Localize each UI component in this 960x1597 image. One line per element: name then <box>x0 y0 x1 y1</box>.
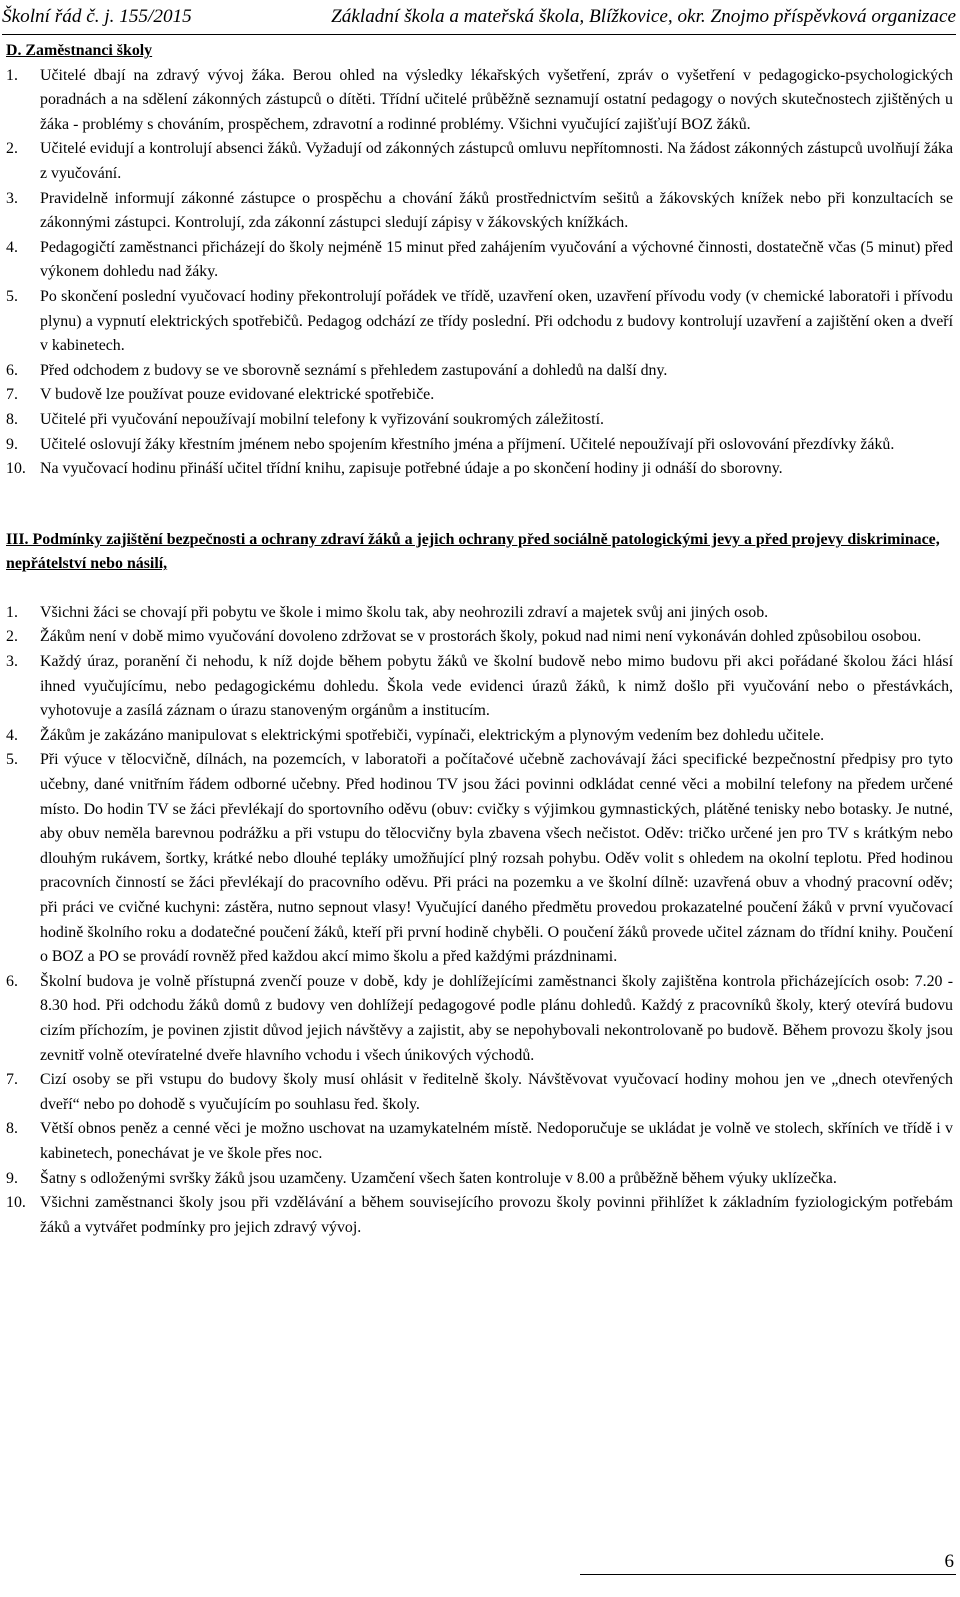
list-item-text: Při výuce v tělocvičně, dílnách, na pozemcích, v laboratoři a počítačové učebně zachovávají žáci specifické bezpečnostní předpisy pro tyto učebny, dané vnitřním řádem odborné učebny. Před hodinou TV jsou žáci povinni odkládat cenné věci a mobilní telefony na předem určené místo. Do hodin TV se žáci převlékají do sportovního oděvu (obuv: cvičky s výjimkou gymnastických, plátěné tenisky nebo botasky. Je nutné, aby obuv neměla barevnou podrážku a při vstupu do tělocvičny byla zbavena všech nečistot. Oděv: tričko určené jen pro TV s krátkým nebo dlouhým rukávem, šortky, krátké nebo dlouhé tepláky umožňující plný rozsah pohybu. Oděv volit s ohledem na okolní teplotu. Před hodinou pracovních činností se žáci převlékají do pracovního oděvu. Při práci na pozemku a ve školní dílně: uzavřená obuv a vhodný pracovní oděv; při práci ve cvičné kuchyni: zástěra, nutno sepnout vlasy! Vyučující daného předmětu provedou prokazatelné poučení žáků v první vyučovací hodině školního roku a dodatečné poučení žáků, kteří při první hodině chyběli. O poučení žáků provede učitel záznam do třídní knihy. Poučení o BOZ a PO se provádí rovněž před každou akcí mimo školu a před každými prázdninami. <box>40 751 953 966</box>
list-item <box>6 650 953 724</box>
list-item-number: 4. <box>6 726 18 744</box>
footer-rule <box>580 1574 956 1575</box>
list-item-text: Větší obnos peněz a cenné věci je možno uschovat na uzamykatelném místě. Nedoporučuje se ukládat je volně ve stolech, skříních ve třídě i v kabinetech, ponechávat je ve škole přes noc. <box>40 1120 953 1162</box>
list-item-text: Učitelé oslovují žáky křestním jménem nebo spojením křestního jména a příjmení. Učitelé nepoužívají při oslovování přezdívky žáků. <box>40 435 895 453</box>
list-item-number: 4. <box>6 238 18 256</box>
list-item-text: Učitelé evidují a kontrolují absenci žáků. Vyžadují od zákonných zástupců omluvu nepřítomnosti. Na žádost zákonných zástupců uvolňují žáka z vyučování. <box>40 140 953 182</box>
list-item <box>6 285 953 359</box>
list-item <box>6 359 953 384</box>
list-item-text: Pedagogičtí zaměstnanci přicházejí do školy nejméně 15 minut před zahájením vyučování a výchovné činnosti, dostatečně včas (5 minut) před výkonem dohledu nad žáky. <box>40 238 953 281</box>
list-item <box>6 433 953 458</box>
list-item-number: 3. <box>6 653 18 671</box>
page-number: 6 <box>944 1551 954 1572</box>
title-spacer <box>6 577 953 601</box>
list-item-text: Šatny s odloženými svršky žáků jsou uzamčeny. Uzamčení všech šaten kontroluje v 8.00 a průběžně během výuky uklízečka. <box>40 1169 837 1187</box>
list-item-number: 5. <box>6 751 18 769</box>
list-item-text: Před odchodem z budovy se ve sborovně seznámí s přehledem zastupování a dohledů na další dny. <box>40 361 668 379</box>
list-item-number: 2. <box>6 140 18 158</box>
part-iii-title: III. Podmínky zajištění bezpečnosti a ochrany zdraví žáků a jejich ochrany před sociálně patologickými jevy a před projevy diskriminace, nepřátelství nebo násilí, <box>6 530 940 573</box>
page-header <box>2 2 956 35</box>
list-item <box>6 625 953 650</box>
list-item-number: 8. <box>6 410 18 428</box>
list-item-text: Školní budova je volně přístupná zvenčí pouze v době, kdy je dohlížejícími zaměstnanci školy zajištěna kontrola přicházejících osob: 7.20 - 8.30 hod. Při odchodu žáků domů z budovy ven dohlížejí pedagogové podle plánu dohledů. Každý z pracovníků školy, který otevírá budovu cizím příchozím, je povinen zjistit důvod jejich návštěvy a zajistit, aby se nepohybovali nekontrolovaně po budově. Během provozu školy jsou zevnitř volně otevíratelné dveře hlavního vchodu i všech únikových východů. <box>40 972 953 1064</box>
list-item <box>6 748 953 969</box>
list-item-text: Všichni žáci se chovají při pobytu ve škole i mimo školu tak, aby neohrozili zdraví a majetek svůj ani jiných osob. <box>40 603 769 621</box>
list-item-text: Na vyučovací hodinu přináší učitel třídní knihu, zapisuje potřebné údaje a po skončení hodiny ji odnáší do sborovny. <box>40 460 783 478</box>
list-item-text: Žákům je zakázáno manipulovat s elektrickými spotřebiči, vypínači, elektrickým a plynovým vedením bez dohledu učitele. <box>40 726 825 744</box>
list-item <box>6 724 953 749</box>
list-item-text: Učitelé při vyučování nepoužívají mobilní telefony k vyřizování soukromých záležitostí. <box>40 410 604 428</box>
list-item <box>6 1068 953 1117</box>
list-item-number: 9. <box>6 435 18 453</box>
list-item-number: 1. <box>6 66 18 84</box>
list-item-number: 9. <box>6 1169 18 1187</box>
list-item <box>6 187 953 236</box>
list-item-text: Po skončení poslední vyučovací hodiny překontrolují pořádek ve třídě, uzavření oken, uzavření přívodu vody (v chemické laboratoři i přívodu plynu) a vypnutí elektrických spotřebičů. Pedagog odchází ze třídy poslední. Při odchodu z budovy kontrolují uzavření a zajištění oken a dveří v kabinetech. <box>40 287 953 355</box>
list-item <box>6 383 953 408</box>
list-item-text: Cizí osoby se při vstupu do budovy školy musí ohlásit v ředitelně školy. Návštěvovat vyučovací hodiny mohou jen ve „dnech otevřených dveří“ nebo po dohodě s vyučujícím po souhlasu řed. školy. <box>40 1071 953 1113</box>
list-item <box>6 408 953 433</box>
section-spacer <box>6 482 953 506</box>
list-item-text: Všichni zaměstnanci školy jsou při vzdělávání a během souvisejícího provozu školy povinni přihlížet k základním fyziologickým potřebám žáků a vytvářet podmínky pro jejich zdravý vývoj. <box>40 1194 953 1236</box>
list-item-number: 10. <box>6 460 26 478</box>
list-item-number: 10. <box>6 1194 26 1212</box>
list-item-text: Žákům není v době mimo vyučování dovoleno zdržovat se v prostorách školy, pokud nad nimi není vykonáván dohled způsobilou osobou. <box>40 628 922 646</box>
list-item <box>6 1167 953 1192</box>
list-item-number: 6. <box>6 361 18 379</box>
list-item-text: Pravidelně informují zákonné zástupce o prospěchu a chování žáků prostřednictvím sešitů a žákovských knížek nebo při konzultacích se zákonnými zástupci. Kontrolují, zda zákonní zástupci sledují zápisy v žákovských knížkách. <box>40 189 953 232</box>
list-item <box>6 64 953 138</box>
part-iii-list <box>6 601 953 1240</box>
header-school-name: Základní škola a mateřská škola, Blížkovice, okr. Znojmo příspěvková organizace <box>331 6 956 27</box>
list-item-number: 1. <box>6 603 18 621</box>
list-item-text: Každý úraz, poranění či nehodu, k níž dojde během pobytu žáků ve školní budově nebo mimo budovu při akci pořádané školou žáci hlásí ihned vyučujícímu, nebo pedagogickému dohledu. Škola vede evidenci úrazů žáků, k nimž došlo při vyučování nebo o přestávkách, vyhotovuje a zasílá záznam o úrazu stanoveným orgánům a institucím. <box>40 653 953 720</box>
list-item-text: Učitelé dbají na zdravý vývoj žáka. Berou ohled na výsledky lékařských vyšetření, zpráv o vyšetření v pedagogicko-psychologických poradnách a na sdělení zákonných zástupců o dítěti. Třídní učitelé průběžně seznamují ostatní pedagogy o nových skutečnostech zjištěných u žáka - problémy s chováním, prospěchem, zdravotní a rodinné problémy. Všichni vyučující zajišťují BOZ žáků. <box>40 66 953 133</box>
list-item-number: 6. <box>6 972 18 990</box>
list-item <box>6 1117 953 1166</box>
section-d-list <box>6 64 953 482</box>
header-document-reference: Školní řád č. j. 155/2015 <box>2 6 192 27</box>
list-item-number: 5. <box>6 287 18 305</box>
list-item <box>6 457 953 482</box>
list-item-text: V budově lze používat pouze evidované elektrické spotřebiče. <box>40 386 435 404</box>
section-d-title: D. Zaměstnanci školy <box>6 42 153 59</box>
list-item <box>6 970 953 1068</box>
list-item <box>6 1191 953 1240</box>
list-item-number: 7. <box>6 386 18 404</box>
list-item <box>6 236 953 285</box>
document-body <box>6 39 953 1240</box>
list-item <box>6 137 953 186</box>
list-item-number: 3. <box>6 189 18 207</box>
list-item-number: 2. <box>6 628 18 646</box>
list-item <box>6 601 953 626</box>
list-item-number: 8. <box>6 1120 18 1138</box>
list-item-number: 7. <box>6 1071 18 1089</box>
